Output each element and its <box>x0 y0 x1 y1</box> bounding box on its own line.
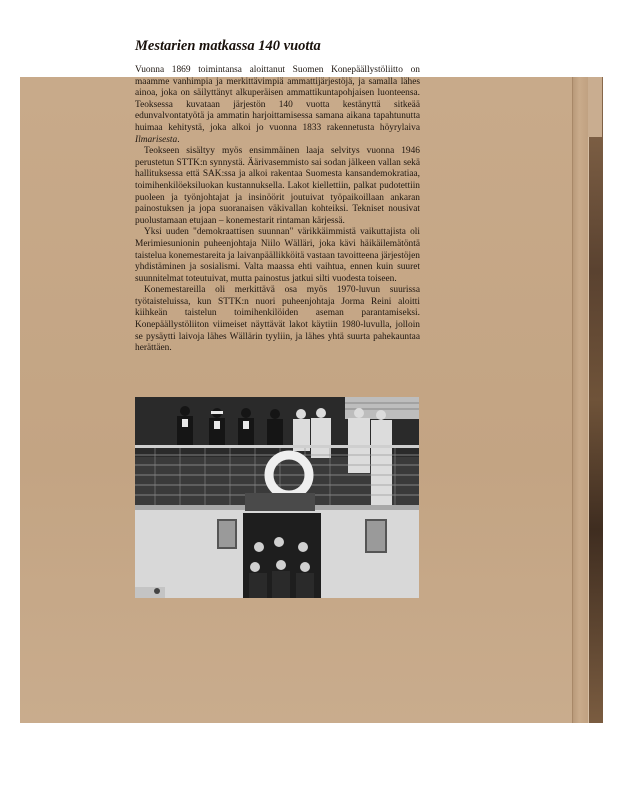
spine <box>588 77 603 723</box>
ship-crew-photo <box>135 397 419 598</box>
spine-hinge <box>572 77 589 723</box>
paragraph-1-tail: . <box>177 134 180 145</box>
back-cover-text <box>135 38 420 355</box>
paragraph-1 <box>135 65 420 146</box>
paragraph-3: Yksi uuden "demokraattisen suunnan" värikkäimmistä vaikuttajista oli Merimiesunionin puheenjohtaja Niilo Wälläri, joka kävi häikäilemätöntä taistelua konemestareita ja laivanpäällikköitä vastaan tavoitteena järjestöjen yhdistäminen ja sosialismi. Valta maassa ehti vaihtua, ennen kuin suuret suunnitelmat toteutuivat, mutta painostus jatkui silti vuodesta toiseen. <box>135 227 420 284</box>
spine-top <box>588 77 602 137</box>
book-title: Mestarien matkassa 140 vuotta <box>135 38 321 54</box>
paragraph-4: Konemestareilla oli merkittävä osa myös 1970-luvun suurissa työtaisteluissa, kun STTK:n nuori puheenjohtaja Jorma Reini aloitti kiihkeän taistelun toimihenkilöiden aseman parantamiseksi. Konepäällystöliiton viimeiset näyttävät lakot käytiin 1980-luvulla, jolloin se pysäytti laivoja lähes Wällärin tyyliin, ja lähes yhtä suurta pahekauntaa herättäen. <box>135 285 420 354</box>
paragraph-1-text: Vuonna 1869 toimintansa aloittanut Suomen Konepäällystöliitto on maamme vanhimpia ja merkittävimpiä ammattijärjestöjä, ja samalla lähes ainoa, joka on säilyttänyt alkuperäisen ammattikuntapohjaisen luonteensa. Teoksessa kuvataan järjestön 140 vuotta kestänyttä sitkeää edunvalvontatyötä ja ammatin harjoittamisessa samana aikana tapahtunutta huimaa kehitystä, joka alkoi jo vuonna 1833 rakennetusta höyrylaiva <box>135 65 420 133</box>
paragraph-2: Teokseen sisältyy myös ensimmäinen laaja selvitys vuonna 1946 perustetun STTK:n synnystä. Äärivasemmisto sai sodan jälkeen vallan sekä hallituksessa että SAK:ssa ja alkoi rakentaa Suomesta kansandemokratiaa, toimihenkilöeksiluokan kustannuksella. Lakot kiellettiin, palkat pudotettiin puoleen ja työnjohtajat ja insinöörit joutuivat työpaikoillaan ankaran painostuksen ja jopa suoranaisen väkivallan kohteiksi. Tekniset nousivat puolustamaan etujaan – konemestarit rintaman kärjessä. <box>135 146 420 226</box>
photo-illustration <box>135 397 419 598</box>
ship-name: Ilmarisesta <box>135 134 178 145</box>
